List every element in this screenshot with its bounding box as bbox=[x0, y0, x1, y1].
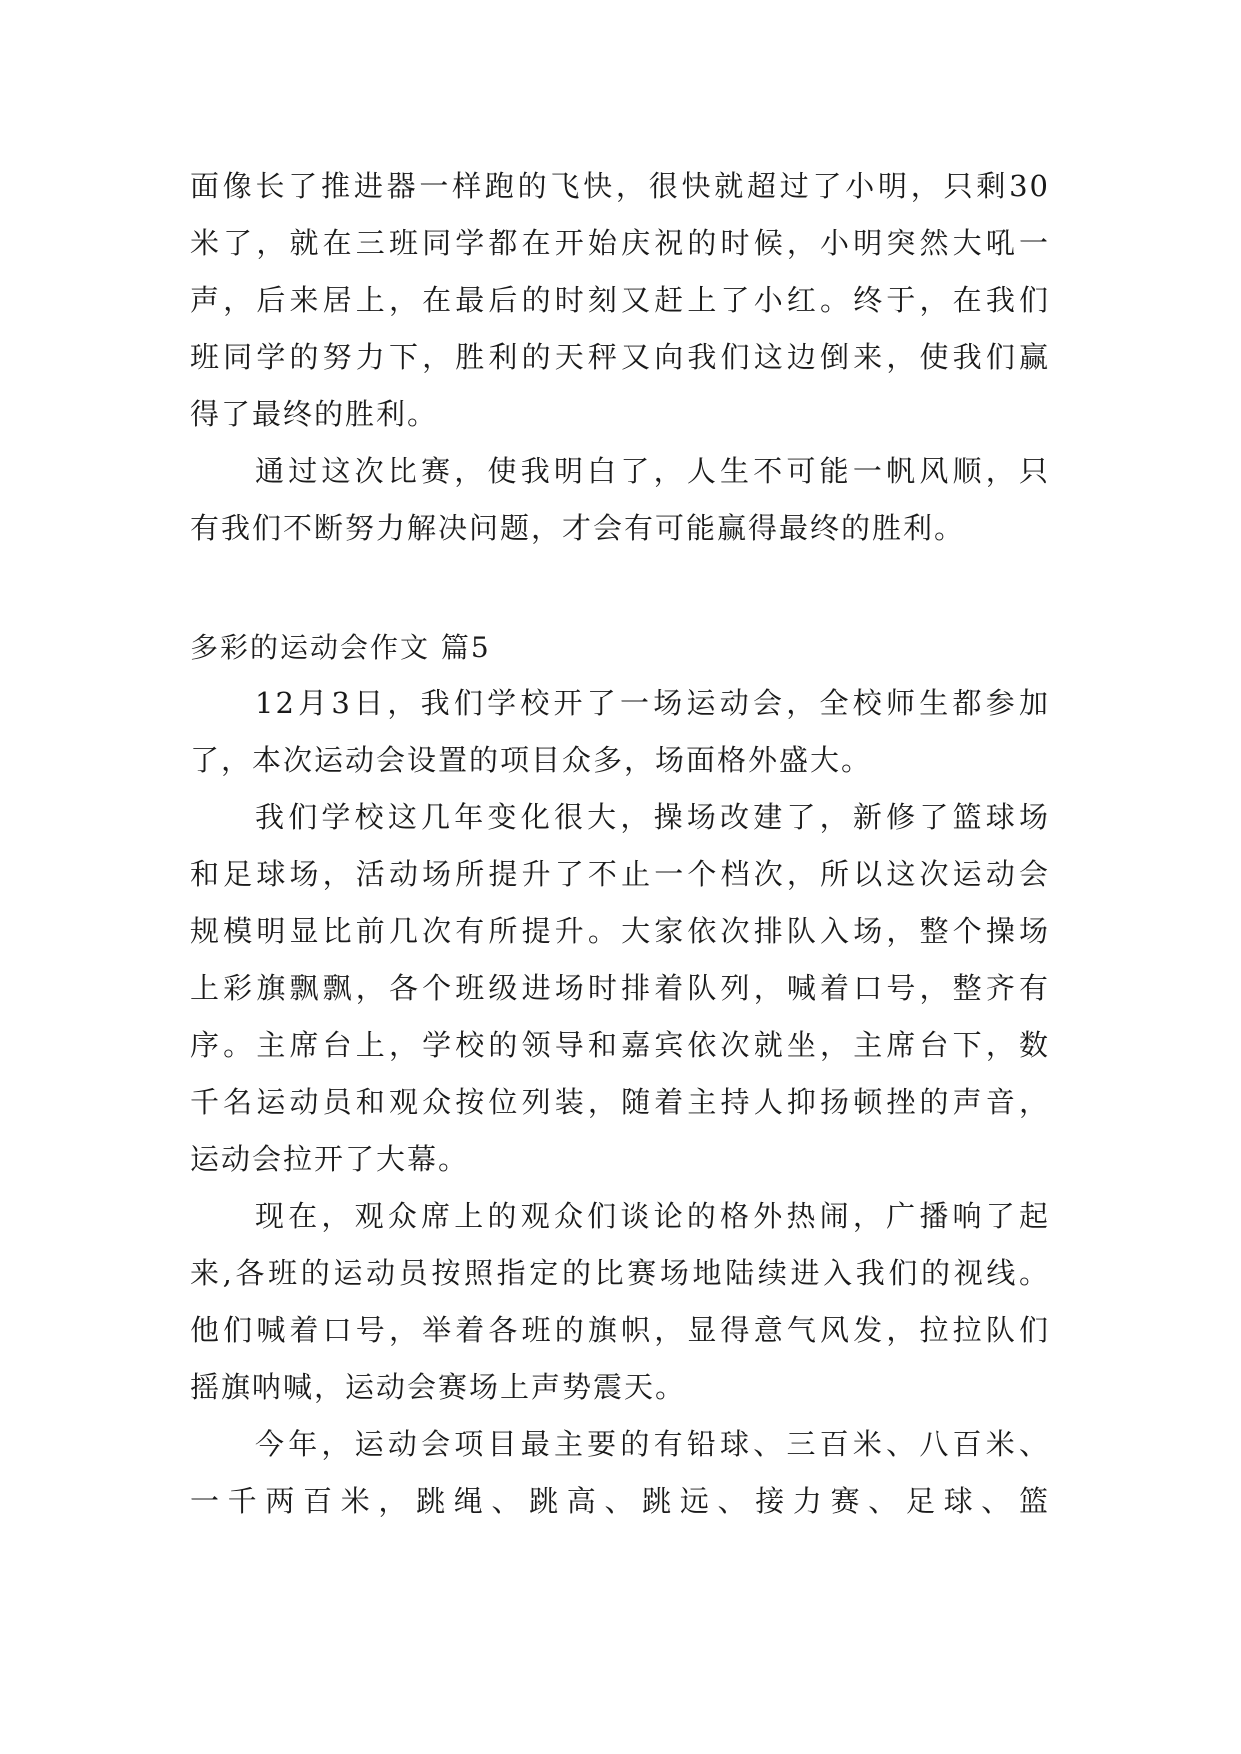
text-line: 来,各班的运动员按照指定的比赛场地陆续进入我们的视线。 bbox=[190, 1256, 1050, 1290]
text-line: 12月3日，我们学校开了一场运动会，全校师生都参加 bbox=[255, 686, 1050, 720]
text-line: 规模明显比前几次有所提升。大家依次排队入场，整个操场 bbox=[190, 914, 1050, 948]
text-line: 千名运动员和观众按位列装，随着主持人抑扬顿挫的声音， bbox=[190, 1085, 1050, 1119]
text-line: 他们喊着口号，举着各班的旗帜，显得意气风发，拉拉队们 bbox=[190, 1313, 1050, 1347]
text-line: 得了最终的胜利。 bbox=[190, 397, 439, 431]
text-line: 班同学的努力下，胜利的天秤又向我们这边倒来，使我们赢 bbox=[190, 340, 1050, 374]
text-line: 米了，就在三班同学都在开始庆祝的时候，小明突然大吼一 bbox=[190, 226, 1050, 260]
section-heading: 多彩的运动会作文 篇5 bbox=[190, 631, 491, 664]
text-line: 今年，运动会项目最主要的有铅球、三百米、八百米、 bbox=[255, 1427, 1050, 1461]
text-line: 一千两百米，跳绳、跳高、跳远、接力赛、足球、篮 bbox=[190, 1484, 1050, 1518]
text-line: 面像长了推进器一样跑的飞快，很快就超过了小明，只剩30 bbox=[190, 169, 1050, 203]
text-line: 摇旗呐喊，运动会赛场上声势震天。 bbox=[190, 1370, 687, 1404]
text-line: 运动会拉开了大幕。 bbox=[190, 1142, 470, 1176]
text-line: 我们学校这几年变化很大，操场改建了，新修了篮球场 bbox=[255, 800, 1050, 834]
text-line: 了，本次运动会设置的项目众多，场面格外盛大。 bbox=[190, 743, 873, 777]
text-line: 通过这次比赛，使我明白了，人生不可能一帆风顺，只 bbox=[255, 454, 1050, 488]
text-line: 有我们不断努力解决问题，才会有可能赢得最终的胜利。 bbox=[190, 511, 966, 545]
text-line: 和足球场，活动场所提升了不止一个档次，所以这次运动会 bbox=[190, 857, 1050, 891]
text-line: 上彩旗飘飘，各个班级进场时排着队列，喊着口号，整齐有 bbox=[190, 971, 1050, 1005]
text-line: 现在，观众席上的观众们谈论的格外热闹，广播响了起 bbox=[255, 1199, 1050, 1233]
text-line: 声，后来居上，在最后的时刻又赶上了小红。终于，在我们 bbox=[190, 283, 1050, 317]
text-line: 序。主席台上，学校的领导和嘉宾依次就坐，主席台下，数 bbox=[190, 1028, 1050, 1062]
